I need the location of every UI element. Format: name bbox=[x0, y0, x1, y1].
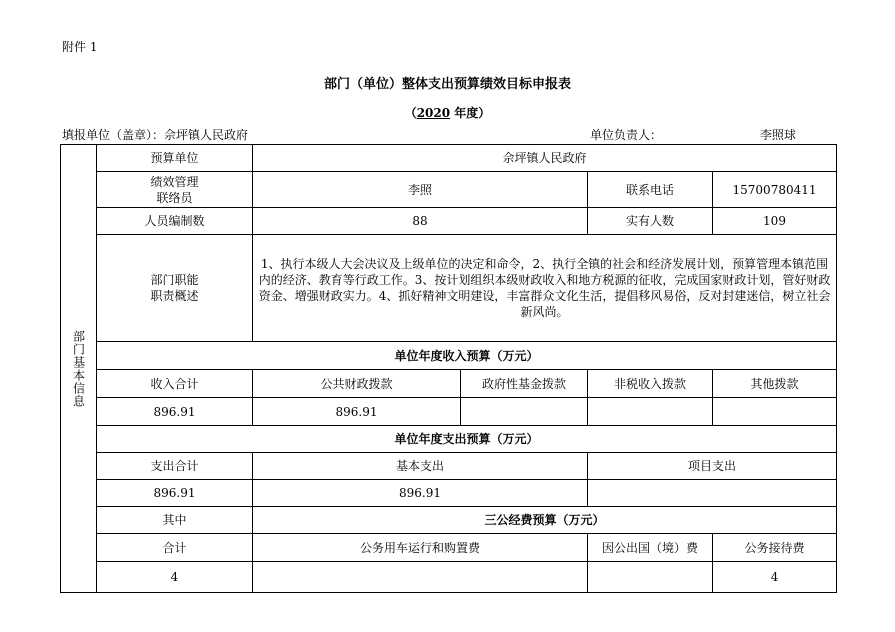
contact-label bbox=[97, 172, 253, 208]
contact-value: 李照 bbox=[253, 172, 588, 208]
staff-quota-value: 88 bbox=[253, 208, 588, 235]
three-public-col-header: 因公出国（境）费 bbox=[588, 534, 713, 562]
table-row bbox=[61, 453, 837, 480]
table-row bbox=[61, 426, 837, 453]
among-label: 其中 bbox=[97, 507, 253, 534]
expense-col-header: 基本支出 bbox=[253, 453, 588, 480]
three-public-col-header: 合计 bbox=[97, 534, 253, 562]
year-suffix: 年度） bbox=[450, 106, 491, 120]
phone-label: 联系电话 bbox=[588, 172, 713, 208]
income-budget-header: 单位年度收入预算（万元） bbox=[97, 342, 837, 370]
duty-description: 1、执行本级人大会决议及上级单位的决定和命令，2、执行全镇的社会和经济发展计划，预算管理本镇范围内的经济、教育等行政工作。3、按计划组织本级财政收入和地方税源的征收，完成国家财政计划，管好财政资金、增强财政实力。4、抓好精神文明建设，丰富群众文化生活，提倡移风易俗，反对封建迷信，树立社会新风尚。 bbox=[253, 235, 837, 342]
income-value: 896.91 bbox=[97, 398, 253, 426]
table-row bbox=[61, 145, 837, 172]
table-row bbox=[61, 370, 837, 398]
year-value: 2020 bbox=[416, 106, 451, 120]
budget-form-table bbox=[60, 144, 837, 593]
actual-staff-value: 109 bbox=[713, 208, 837, 235]
income-value bbox=[713, 398, 837, 426]
staff-quota-label: 人员编制数 bbox=[97, 208, 253, 235]
three-public-col-header: 公务用车运行和购置费 bbox=[253, 534, 588, 562]
expense-col-header: 项目支出 bbox=[588, 453, 837, 480]
expense-col-header: 支出合计 bbox=[97, 453, 253, 480]
year-open: （ bbox=[404, 106, 417, 120]
fill-unit-label: 填报单位（盖章）：佘坪镇人民政府 bbox=[62, 128, 249, 142]
table-row bbox=[61, 398, 837, 426]
unit-leader-name: 李照球 bbox=[760, 128, 797, 142]
three-public-col-header: 公务接待费 bbox=[713, 534, 837, 562]
duty-label-line2: 职责概述 bbox=[150, 289, 199, 303]
phone-value: 15700780411 bbox=[713, 172, 837, 208]
income-col-header: 非税收入拨款 bbox=[588, 370, 713, 398]
table-row bbox=[61, 342, 837, 370]
unit-leader-label: 单位负责人： bbox=[590, 128, 663, 142]
three-public-value: 4 bbox=[713, 562, 837, 593]
table-row bbox=[61, 562, 837, 593]
actual-staff-label: 实有人数 bbox=[588, 208, 713, 235]
income-value: 896.91 bbox=[253, 398, 461, 426]
table-row bbox=[61, 534, 837, 562]
year-line bbox=[0, 104, 895, 121]
table-row bbox=[61, 480, 837, 507]
section-side-label: 部门基本信息 bbox=[61, 145, 97, 593]
income-col-header: 公共财政拨款 bbox=[253, 370, 461, 398]
three-public-value bbox=[588, 562, 713, 593]
table-row bbox=[61, 235, 837, 342]
duty-label bbox=[97, 235, 253, 342]
three-public-value bbox=[253, 562, 588, 593]
duty-label-line1: 部门职能 bbox=[150, 273, 199, 287]
expense-value: 896.91 bbox=[97, 480, 253, 507]
contact-label-line1: 绩效管理 bbox=[150, 174, 199, 189]
budget-unit-value: 佘坪镇人民政府 bbox=[253, 145, 837, 172]
document-title: 部门（单位）整体支出预算绩效目标申报表 bbox=[323, 77, 571, 92]
three-public-value: 4 bbox=[97, 562, 253, 593]
income-col-header: 其他拨款 bbox=[713, 370, 837, 398]
table-row bbox=[61, 172, 837, 208]
table-row bbox=[61, 507, 837, 534]
three-public-header: 三公经费预算（万元） bbox=[253, 507, 837, 534]
attachment-label: 附件 1 bbox=[62, 40, 98, 54]
income-value bbox=[588, 398, 713, 426]
table-row bbox=[61, 208, 837, 235]
contact-label-line2: 联络员 bbox=[156, 190, 193, 205]
income-col-header: 收入合计 bbox=[97, 370, 253, 398]
income-value bbox=[461, 398, 588, 426]
income-col-header: 政府性基金拨款 bbox=[461, 370, 588, 398]
expense-budget-header: 单位年度支出预算（万元） bbox=[97, 426, 837, 453]
expense-value: 896.91 bbox=[253, 480, 588, 507]
budget-unit-label: 预算单位 bbox=[97, 145, 253, 172]
expense-value bbox=[588, 480, 837, 507]
